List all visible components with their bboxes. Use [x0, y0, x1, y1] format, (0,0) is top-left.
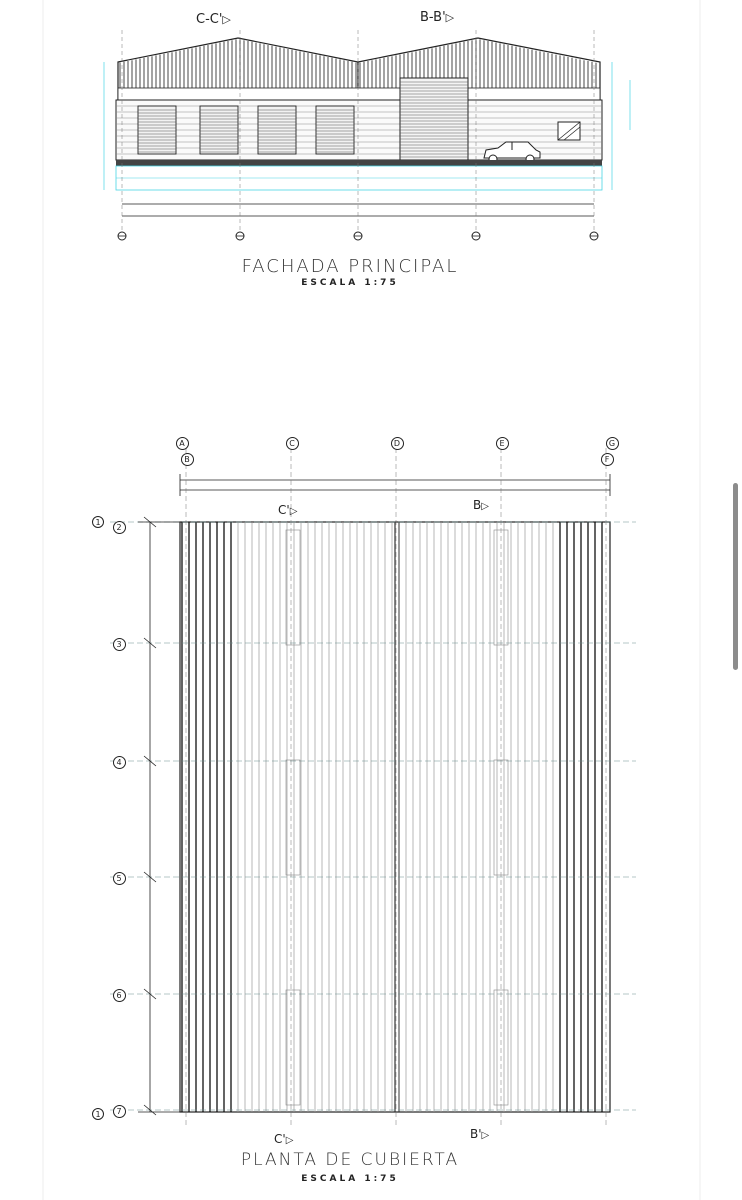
plan-section-mark-top-b: B▷	[473, 498, 489, 512]
roof-plan-title: PLANTA DE CUBIERTA	[240, 1150, 460, 1170]
elevation-title: FACHADA PRINCIPAL	[241, 256, 459, 277]
axis-bubble-G: G	[606, 437, 619, 450]
row-axis-bubble-6: 6	[113, 989, 126, 1002]
axis-bubble-A: A	[176, 437, 189, 450]
roof-plan-scale: ESCALA 1:75	[301, 1174, 399, 1184]
elevation-scale: ESCALA 1:75	[301, 278, 399, 288]
elevation-roof	[118, 38, 600, 100]
row-axis-bubble-extra-top: 1	[92, 516, 104, 528]
axis-bubble-C: C	[286, 437, 299, 450]
axis-bubble-E: E	[496, 437, 509, 450]
plan-section-mark-bottom-b: B'▷	[470, 1127, 490, 1141]
axis-bubble-D: D	[391, 437, 404, 450]
plan-section-mark-bottom-c: C'▷	[274, 1132, 294, 1146]
section-mark-bb: B-B'▷	[420, 10, 455, 25]
row-axis-bubble-4: 4	[113, 756, 126, 769]
row-axis-bubble-3: 3	[113, 638, 126, 651]
row-axis-bubble-5: 5	[113, 872, 126, 885]
axis-bubble-B: B	[181, 453, 194, 466]
row-axis-bubble-7: 7	[113, 1105, 126, 1118]
row-axis-bubble-2: 2	[113, 521, 126, 534]
elevation-ground	[116, 160, 602, 166]
row-axis-bubble-extra-bottom: 1	[92, 1108, 104, 1120]
roof-plan-drawing	[110, 448, 636, 1126]
plan-section-mark-top-c: C'▷	[278, 503, 298, 517]
scrollbar[interactable]	[733, 483, 738, 670]
axis-bubble-F: F	[601, 453, 614, 466]
section-mark-cc: C-C'▷	[196, 12, 231, 27]
main-door	[400, 78, 468, 160]
